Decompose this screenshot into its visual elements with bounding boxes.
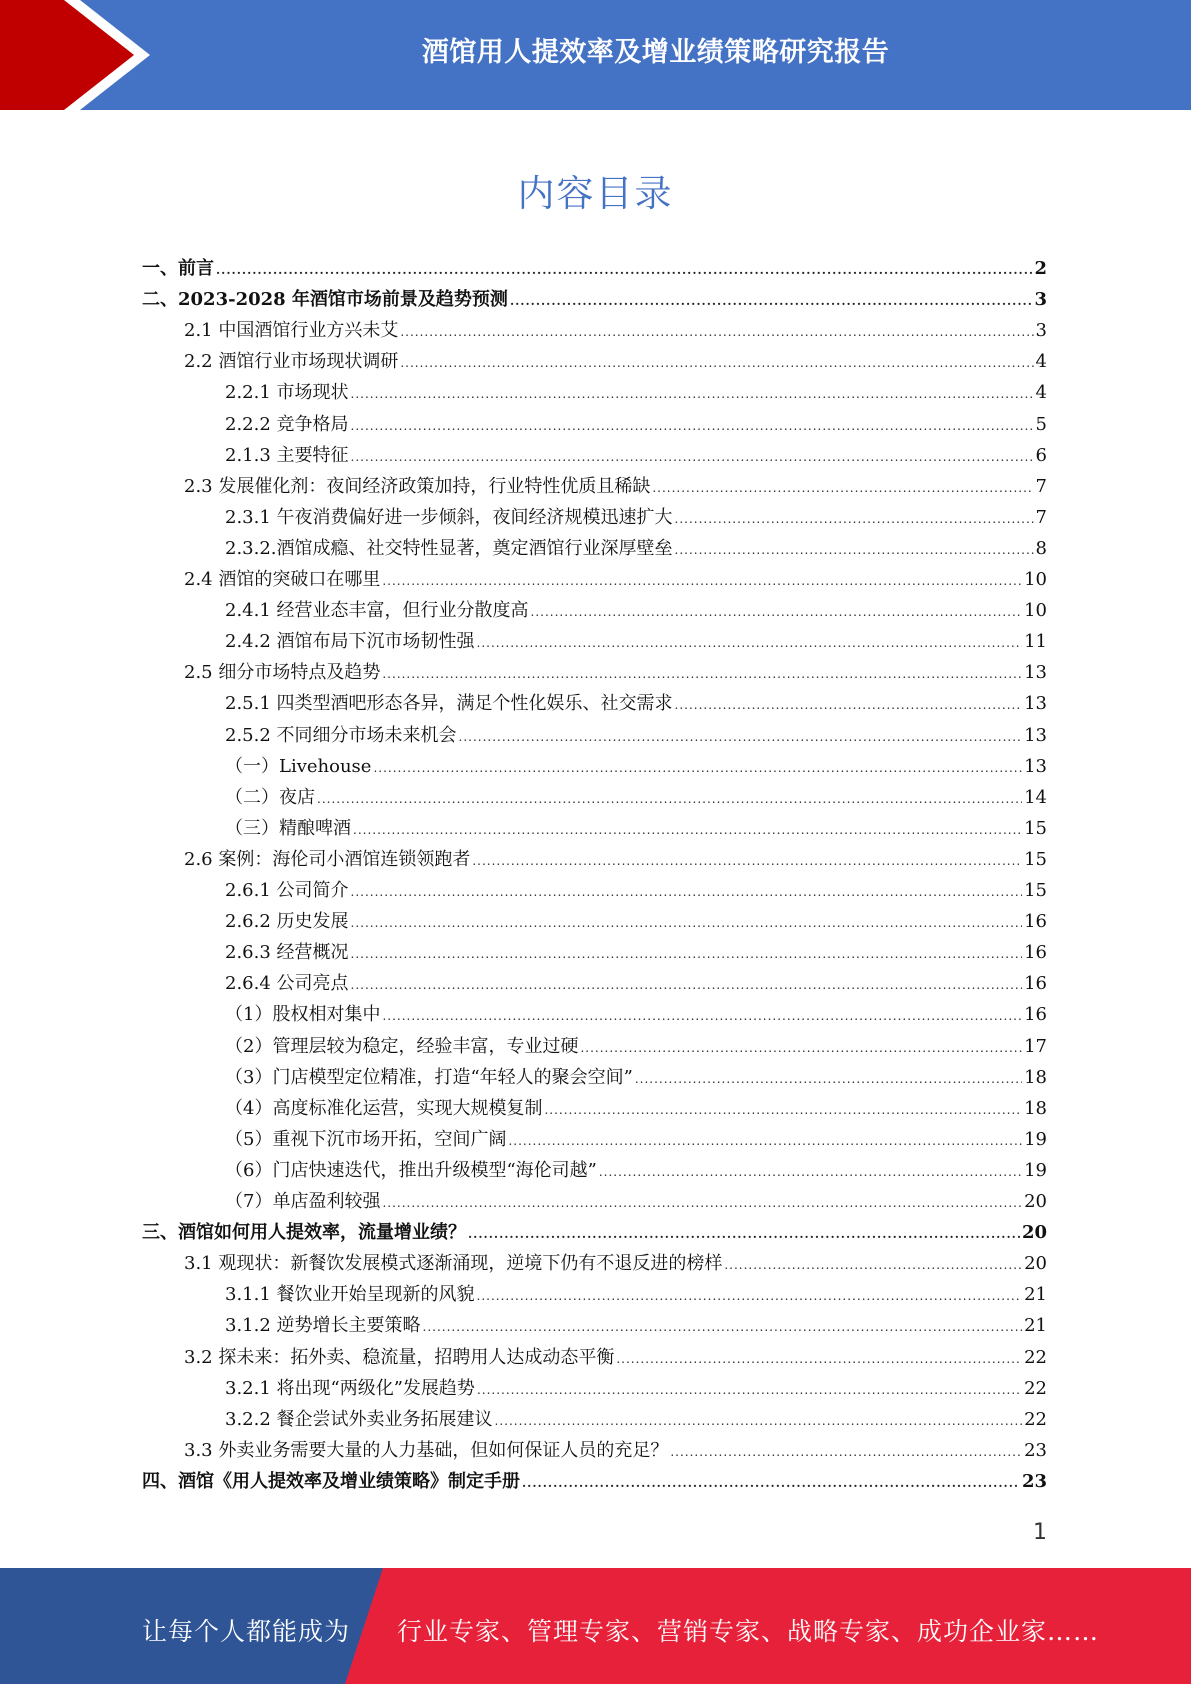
- toc-leader-dots: [317, 792, 1022, 806]
- toc-page-number: 7: [1035, 507, 1047, 528]
- toc-label: 3.1.1 餐饮业开始呈现新的风貌: [225, 1284, 475, 1305]
- toc-entry[interactable]: [225, 721, 1047, 747]
- toc-label: 2.2.2 竞争格局: [225, 414, 349, 435]
- toc-page-number: 11: [1024, 631, 1047, 652]
- toc-leader-dots: [353, 823, 1022, 837]
- toc-page-number: 20: [1024, 1191, 1047, 1212]
- toc-leader-dots: [351, 419, 1034, 433]
- toc-leader-dots: [635, 1072, 1022, 1086]
- toc-entry[interactable]: [225, 783, 1047, 809]
- toc-label: （二）夜店: [225, 787, 315, 808]
- toc-page-number: 18: [1024, 1098, 1047, 1119]
- toc-page-number: 13: [1024, 662, 1047, 683]
- toc-entry[interactable]: [225, 1187, 1047, 1213]
- toc-label: （1）股权相对集中: [225, 1004, 381, 1025]
- toc-page-number: 4: [1035, 382, 1047, 403]
- toc-leader-dots: [616, 1352, 1022, 1366]
- toc-entry[interactable]: [225, 938, 1047, 964]
- toc-entry[interactable]: [225, 1156, 1047, 1182]
- toc-entry[interactable]: [142, 254, 1047, 280]
- toc-entry[interactable]: [225, 1374, 1047, 1400]
- toc-page-number: 10: [1024, 569, 1047, 590]
- toc-page-number: 15: [1024, 880, 1047, 901]
- toc-page-number: 15: [1024, 849, 1047, 870]
- toc-label: 2.6.3 经营概况: [225, 942, 349, 963]
- toc-label: （一）Livehouse: [225, 756, 372, 777]
- toc-leader-dots: [544, 1103, 1022, 1117]
- toc-page-number: 20: [1021, 1222, 1047, 1243]
- toc-entry[interactable]: [184, 1249, 1047, 1275]
- toc-entry[interactable]: [184, 472, 1047, 498]
- header-title: 酒馆用人提效率及增业绩策略研究报告: [421, 37, 890, 68]
- page-title: 内容目录: [517, 172, 674, 215]
- toc-leader-dots: [382, 667, 1022, 681]
- toc-entry[interactable]: [225, 1000, 1047, 1026]
- toc-label: 2.6.4 公司亮点: [225, 973, 349, 994]
- toc-page-number: 13: [1024, 693, 1047, 714]
- toc-leader-dots: [459, 730, 1023, 744]
- toc-entry[interactable]: [225, 1094, 1047, 1120]
- toc-entry[interactable]: [225, 969, 1047, 995]
- toc-leader-dots: [580, 1041, 1022, 1055]
- toc-label: 3.1 观现状：新餐饮发展模式逐渐涌现，逆境下仍有不退反进的榜样: [184, 1253, 723, 1274]
- toc-entry[interactable]: [184, 658, 1047, 684]
- toc-label: 2.3.1 午夜消费偏好进一步倾斜，夜间经济规模迅速扩大: [225, 507, 673, 528]
- toc-entry[interactable]: [225, 627, 1047, 653]
- toc-leader-dots: [599, 1165, 1022, 1179]
- toc-label: 一、前言: [142, 258, 214, 279]
- toc-entry[interactable]: [225, 907, 1047, 933]
- toc-label: 3.3 外卖业务需要大量的人力基础，但如何保证人员的充足？: [184, 1440, 669, 1461]
- toc-leader-dots: [351, 885, 1023, 899]
- toc-page-number: 22: [1024, 1378, 1047, 1399]
- toc-page-number: 16: [1024, 1004, 1047, 1025]
- toc-page-number: 8: [1035, 538, 1047, 559]
- toc-page-number: 2: [1034, 258, 1047, 279]
- toc-label: 2.6.2 历史发展: [225, 911, 349, 932]
- toc-label: 3.1.2 逆势增长主要策略: [225, 1315, 421, 1336]
- toc-leader-dots: [675, 698, 1023, 712]
- toc-leader-dots: [382, 574, 1022, 588]
- toc-page-number: 7: [1035, 476, 1047, 497]
- toc-entry[interactable]: [225, 410, 1047, 436]
- toc-label: 二、2023-2028 年酒馆市场前景及趋势预测: [142, 289, 508, 310]
- toc-page-number: 17: [1024, 1036, 1047, 1057]
- toc-label: 2.4.2 酒馆布局下沉市场韧性强: [225, 631, 475, 652]
- toc-leader-dots: [508, 1134, 1022, 1148]
- toc-leader-dots: [400, 325, 1033, 339]
- toc-leader-dots: [652, 481, 1033, 495]
- toc-entry[interactable]: [225, 1311, 1047, 1337]
- toc-label: 2.4.1 经营业态丰富，但行业分散度高: [225, 600, 529, 621]
- toc-leader-dots: [495, 1414, 1023, 1428]
- toc-label: （2）管理层较为稳定，经验丰富，专业过硬: [225, 1036, 579, 1057]
- toc-entry[interactable]: [184, 347, 1047, 373]
- toc-entry[interactable]: [225, 1032, 1047, 1058]
- toc-page-number: 13: [1024, 725, 1047, 746]
- toc-entry[interactable]: [225, 814, 1047, 840]
- toc-label: 三、酒馆如何用人提效率，流量增业绩？: [142, 1222, 466, 1243]
- toc-leader-dots: [472, 854, 1022, 868]
- toc-leader-dots: [477, 636, 1023, 650]
- toc-entry[interactable]: [225, 378, 1047, 404]
- toc-label: 2.5.2 不同细分市场未来机会: [225, 725, 457, 746]
- toc-page-number: 16: [1024, 911, 1047, 932]
- toc-page-number: 20: [1024, 1253, 1047, 1274]
- toc-page-number: 10: [1024, 600, 1047, 621]
- toc-leader-dots: [510, 294, 1033, 308]
- toc-label: （三）精酿啤酒: [225, 818, 351, 839]
- toc-leader-dots: [670, 1445, 1022, 1459]
- toc-entry[interactable]: [225, 1125, 1047, 1151]
- toc-leader-dots: [675, 543, 1034, 557]
- toc-entry[interactable]: [225, 689, 1047, 715]
- toc-entry[interactable]: [184, 565, 1047, 591]
- toc-page-number: 18: [1024, 1067, 1047, 1088]
- toc-label: 四、酒馆《用人提效率及增业绩策略》制定手册: [142, 1471, 520, 1492]
- toc-page-number: 3: [1034, 289, 1047, 310]
- toc-label: （6）门店快速迭代，推出升级模型“海伦司越”: [225, 1160, 597, 1181]
- toc-page-number: 3: [1035, 320, 1047, 341]
- toc-page-number: 6: [1035, 445, 1047, 466]
- toc-label: 3.2.2 餐企尝试外卖业务拓展建议: [225, 1409, 493, 1430]
- toc-page-number: 21: [1024, 1315, 1047, 1336]
- arrow-decoration: [0, 0, 160, 110]
- toc-label: 2.6 案例：海伦司小酒馆连锁领跑者: [184, 849, 471, 870]
- toc-entry[interactable]: [225, 441, 1047, 467]
- toc-page-number: 13: [1024, 756, 1047, 777]
- toc-leader-dots: [351, 916, 1023, 930]
- toc-page-number: 23: [1021, 1471, 1047, 1492]
- toc-leader-dots: [423, 1320, 1023, 1334]
- toc-leader-dots: [522, 1476, 1020, 1490]
- toc-leader-dots: [382, 1009, 1022, 1023]
- page-header: [0, 0, 1191, 110]
- toc-entry[interactable]: [225, 752, 1047, 778]
- toc-page-number: 16: [1024, 942, 1047, 963]
- toc-leader-dots: [468, 1227, 1020, 1241]
- toc-leader-dots: [675, 512, 1034, 526]
- toc-page-number: 5: [1035, 414, 1047, 435]
- toc-page-number: 14: [1024, 787, 1047, 808]
- footer-slogan: 让每个人都能成为: [142, 1617, 351, 1646]
- toc-page-number: 23: [1024, 1440, 1047, 1461]
- toc-label: 3.2.1 将出现“两级化”发展趋势: [225, 1378, 475, 1399]
- toc-leader-dots: [216, 263, 1032, 277]
- toc-leader-dots: [373, 761, 1022, 775]
- toc-label: 2.1 中国酒馆行业方兴未艾: [184, 320, 399, 341]
- toc-leader-dots: [531, 605, 1023, 619]
- toc-label: （5）重视下沉市场开拓，空间广阔: [225, 1129, 507, 1150]
- toc-label: 2.5 细分市场特点及趋势: [184, 662, 381, 683]
- toc-leader-dots: [351, 450, 1034, 464]
- toc-entry[interactable]: [225, 503, 1047, 529]
- toc-label: 2.2 酒馆行业市场现状调研: [184, 351, 399, 372]
- toc-label: （4）高度标准化运营，实现大规模复制: [225, 1098, 543, 1119]
- toc-entry[interactable]: [225, 596, 1047, 622]
- footer-roles: 行业专家、管理专家、营销专家、战略专家、成功企业家……: [397, 1617, 1100, 1646]
- toc-page-number: 19: [1024, 1160, 1047, 1181]
- toc-entry[interactable]: [142, 285, 1047, 311]
- toc-label: 2.3.2.酒馆成瘾、社交特性显著，奠定酒馆行业深厚壁垒: [225, 538, 673, 559]
- toc-label: （7）单店盈利较强: [225, 1191, 381, 1212]
- toc-label: （3）门店模型定位精准，打造“年轻人的聚会空间”: [225, 1067, 633, 1088]
- toc-leader-dots: [477, 1289, 1023, 1303]
- toc-label: 2.3 发展催化剂：夜间经济政策加持，行业特性优质且稀缺: [184, 476, 651, 497]
- toc-entry[interactable]: [142, 1218, 1047, 1244]
- toc-leader-dots: [351, 978, 1023, 992]
- toc-leader-dots: [382, 1196, 1022, 1210]
- toc-entry[interactable]: [142, 1467, 1047, 1493]
- toc-page-number: 4: [1035, 351, 1047, 372]
- toc-entry[interactable]: [225, 1063, 1047, 1089]
- toc-page-number: 15: [1024, 818, 1047, 839]
- toc-entry[interactable]: [225, 534, 1047, 560]
- toc-label: 2.1.3 主要特征: [225, 445, 349, 466]
- toc-page-number: 22: [1024, 1347, 1047, 1368]
- page-footer: [0, 1568, 1191, 1684]
- toc-entry[interactable]: [184, 1343, 1047, 1369]
- toc-leader-dots: [351, 947, 1023, 961]
- toc-entry[interactable]: [184, 1436, 1047, 1462]
- toc-page-number: 19: [1024, 1129, 1047, 1150]
- toc-label: 2.6.1 公司简介: [225, 880, 349, 901]
- toc-page-number: 21: [1024, 1284, 1047, 1305]
- toc-leader-dots: [724, 1258, 1022, 1272]
- toc-entry[interactable]: [225, 876, 1047, 902]
- toc-label: 2.4 酒馆的突破口在哪里: [184, 569, 381, 590]
- toc-page-number: 16: [1024, 973, 1047, 994]
- toc-label: 3.2 探未来：拓外卖、稳流量，招聘用人达成动态平衡: [184, 1347, 615, 1368]
- toc-leader-dots: [351, 387, 1034, 401]
- toc-label: 2.2.1 市场现状: [225, 382, 349, 403]
- toc-leader-dots: [477, 1383, 1022, 1397]
- toc-entry[interactable]: [225, 1405, 1047, 1431]
- toc-entry[interactable]: [225, 1280, 1047, 1306]
- toc-leader-dots: [400, 356, 1033, 370]
- page-number: 1: [1033, 1520, 1047, 1545]
- toc-entry[interactable]: [184, 845, 1047, 871]
- toc-label: 2.5.1 四类型酒吧形态各异，满足个性化娱乐、社交需求: [225, 693, 673, 714]
- toc-entry[interactable]: [184, 316, 1047, 342]
- toc-page-number: 22: [1024, 1409, 1047, 1430]
